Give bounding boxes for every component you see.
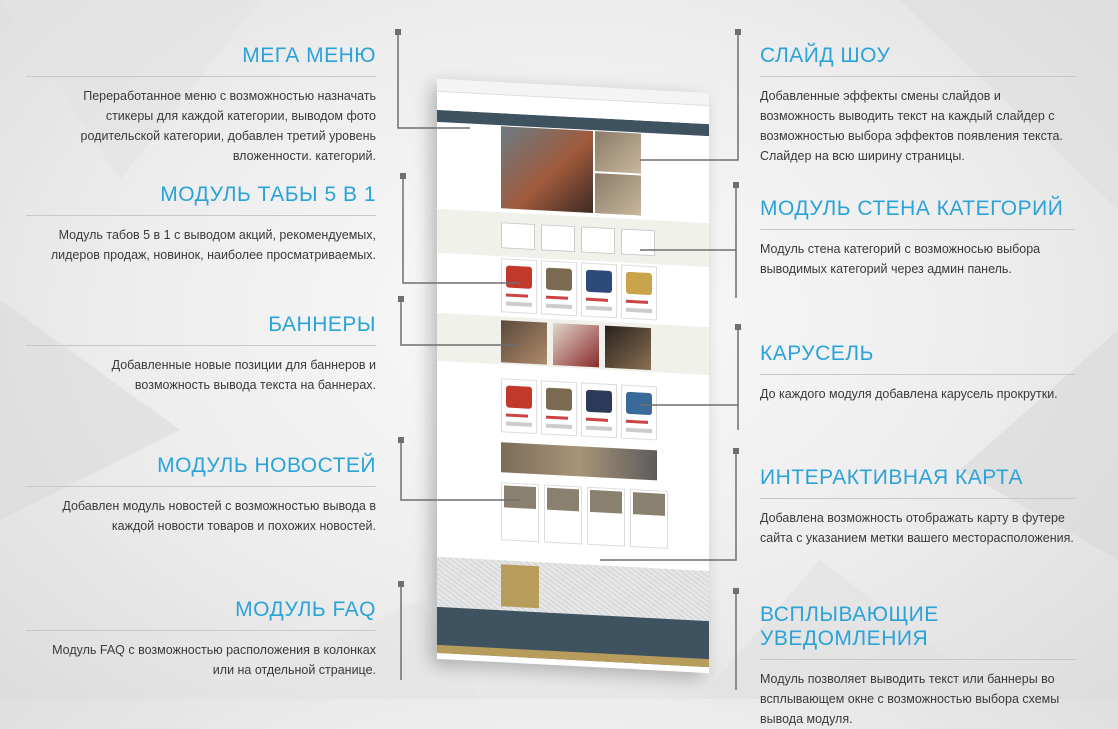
feature-text: Модуль табов 5 в 1 с выводом акций, рекомендуемых, лидеров продаж, новинок, наиболее просматриваемых. (50, 228, 376, 262)
feature-title: ВСПЛЫВАЮЩИЕ УВЕДОМЛЕНИЯ (760, 603, 939, 650)
feature-banners (46, 313, 376, 395)
feature-slideshow (760, 44, 1075, 166)
divider (26, 486, 376, 487)
feature-text: Модуль FAQ с возможностью расположения в колонках или на отдельной странице. (52, 643, 376, 677)
feature-carousel (760, 342, 1075, 404)
divider (760, 498, 1075, 499)
divider (26, 345, 376, 346)
feature-title: БАННЕРЫ (268, 313, 376, 336)
feature-interactive-map (760, 466, 1075, 548)
feature-text: До каждого модуля добавлена карусель прокрутки. (760, 387, 1058, 401)
divider (760, 659, 1075, 660)
divider (26, 76, 376, 77)
feature-title: СЛАЙД ШОУ (760, 44, 891, 67)
feature-category-wall (760, 197, 1075, 279)
feature-title: МОДУЛЬ СТЕНА КАТЕГОРИЙ (760, 197, 1064, 220)
feature-text: Добавленные новые позиции для баннеров и возможность вывода текста на баннерах. (111, 358, 376, 392)
feature-text: Добавленные эффекты смены слайдов и возможность выводить текст на каждый слайдер с возможностью выбора эффектов появления текста. Слайдер на всю ширину страницы. (760, 89, 1063, 163)
feature-text: Переработанное меню с возможностью назначать стикеры для каждой категории, выводом фото родительской категории, добавлен третий уровень вложенности. категорий. (80, 89, 376, 163)
divider (760, 76, 1075, 77)
feature-text: Добавлена возможность отображать карту в футере сайта с указанием метки вашего месторасположения. (760, 511, 1074, 545)
divider (26, 630, 376, 631)
feature-text: Модуль позволяет выводить текст или баннеры во всплывающем окне с возможностью выбора схемы вывода модуля. (760, 672, 1060, 726)
feature-popup-notifications (760, 603, 1075, 729)
divider (760, 374, 1075, 375)
feature-text: Добавлен модуль новостей с возможностью вывода в каждой новости товаров и похожих новостей. (62, 499, 376, 533)
feature-tabs-module (46, 183, 376, 265)
divider (26, 215, 376, 216)
feature-title: ИНТЕРАКТИВНАЯ КАРТА (760, 466, 1023, 489)
feature-title: КАРУСЕЛЬ (760, 342, 874, 365)
feature-title: МЕГА МЕНЮ (242, 44, 376, 67)
feature-title: МОДУЛЬ НОВОСТЕЙ (157, 454, 376, 477)
feature-news-module (46, 454, 376, 536)
feature-faq-module (46, 598, 376, 680)
feature-title: МОДУЛЬ FAQ (235, 598, 376, 621)
feature-title: МОДУЛЬ ТАБЫ 5 В 1 (160, 183, 376, 206)
feature-text: Модуль стена категорий с возможносью выбора выводимых категорий через админ панель. (760, 242, 1041, 276)
divider (760, 229, 1075, 230)
feature-mega-menu (46, 44, 376, 166)
